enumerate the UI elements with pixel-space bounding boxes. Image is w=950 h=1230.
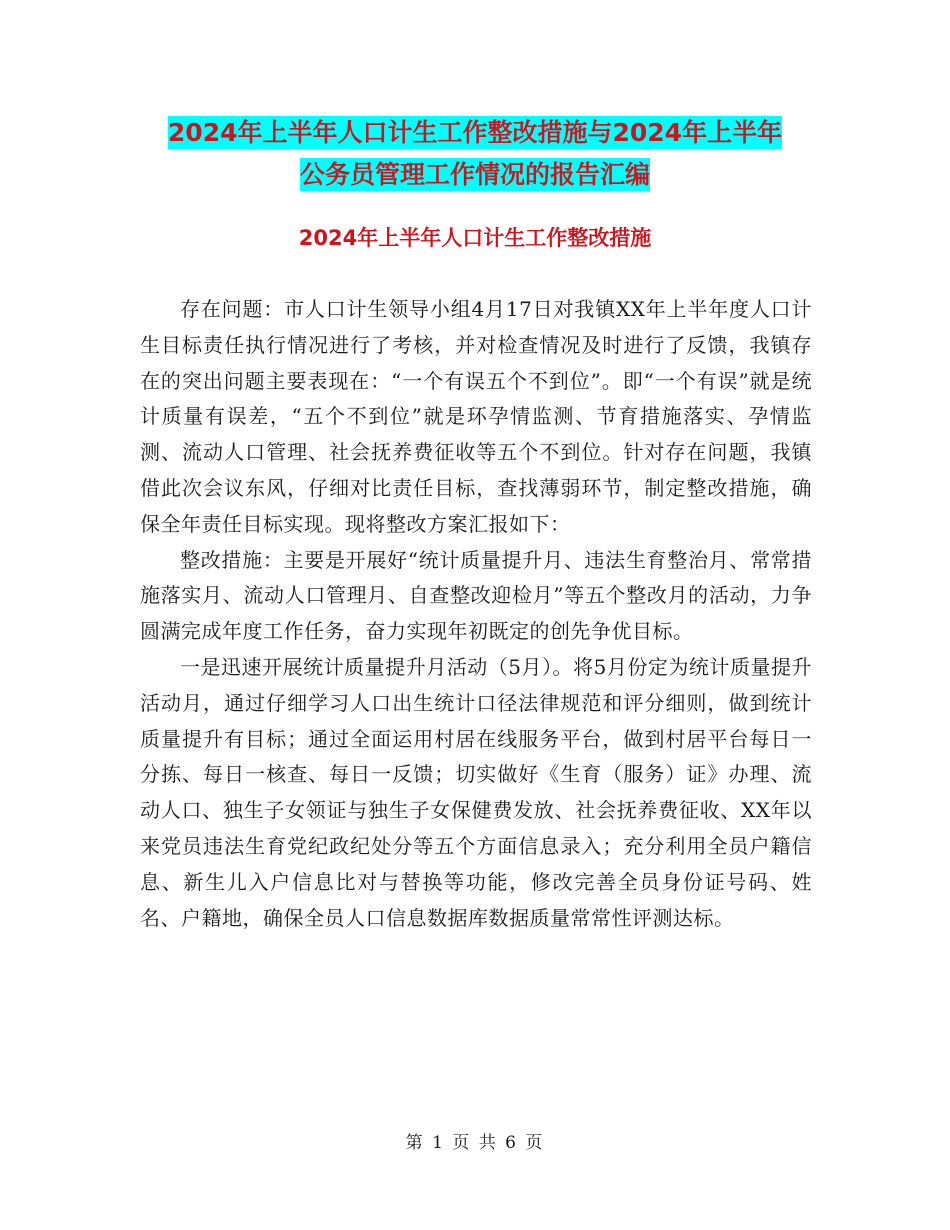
paragraph-statistics-month: 一是迅速开展统计质量提升月活动（5月）。将5月份定为统计质量提升活动月，通过仔细学习人口出生统计口径法律规范和评分细则，做到统计质量提升有目标；通过全面运用村居在线服务平台，做到村居平台每日一分拣、每日一核查、每日一反馈；切实做好《生育（服务）证》办理、流动人口、独生子女领证与独生子女保健费发放、社会抚养费征收、XX年以来党员违法生育党纪政纪处分等五个方面信息录入；充分利用全员户籍信息、新生儿入户信息比对与替换等功能，修改完善全员身份证号码、姓名、户籍地，确保全员人口信息数据库数据质量常常性评测达标。 [140,654,812,930]
document-title-line-2: 公务员管理工作情况的报告汇编 [299,160,650,189]
section-title: 2024年上半年人口计生工作整改措施 [298,226,652,250]
document-title [140,112,810,196]
page-footer: 第 1 页 共 6 页 [405,1133,545,1153]
document-title-line-1: 2024年上半年人口计生工作整改措施与2024年上半年 [167,118,783,147]
paragraph-measures: 整改措施：主要是开展好“统计质量提升月、违法生育整治月、常常措施落实月、流动人口管理月、自查整改迎检月”等五个整改月的活动，力争圆满完成年度工作任务，奋力实现年初既定的创先争优目标。 [140,547,812,644]
document-body [140,292,812,936]
paragraph-problems: 存在问题：市人口计生领导小组4月17日对我镇XX年上半年度人口计生目标责任执行情况进行了考核，并对检查情况及时进行了反馈，我镇存在的突出问题主要表现在：“一个有误五个不到位”。即“一个有误”就是统计质量有误差，“五个不到位”就是环孕情监测、节育措施落实、孕情监测、流动人口管理、社会抚养费征收等五个不到位。针对存在问题，我镇借此次会议东风，仔细对比责任目标，查找薄弱环节，制定整改措施，确保全年责任目标实现。现将整改方案汇报如下： [140,297,812,536]
